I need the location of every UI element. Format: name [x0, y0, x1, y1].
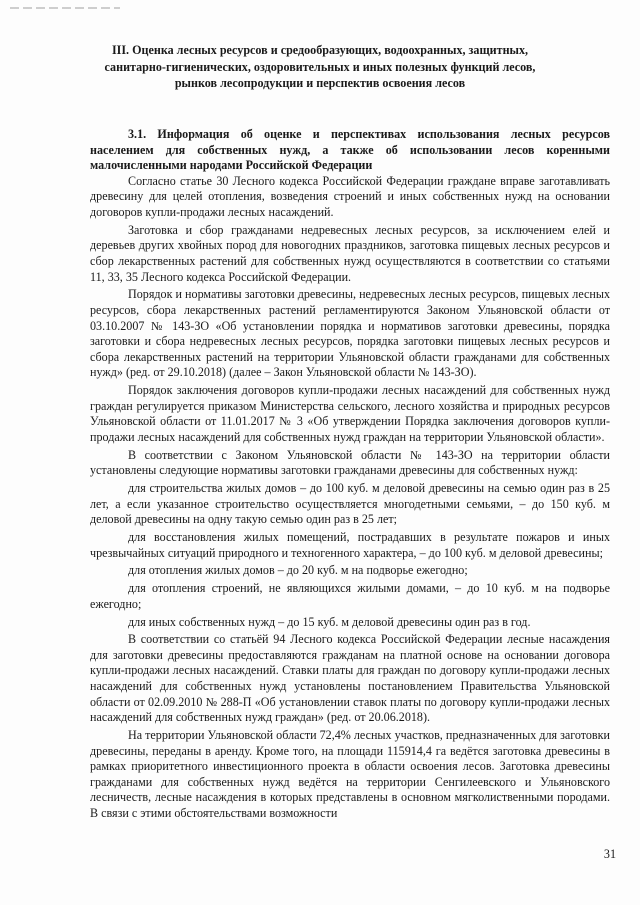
list-item: для отопления жилых домов – до 20 куб. м на подворье ежегодно;: [128, 563, 468, 578]
page-number: 31: [603, 847, 616, 861]
paragraph: На территории Ульяновской области 72,4% лесных участков, предназначенных для заготовки древесины, переданы в аренду. Кроме того, на площади 115914,4 га ведётся заготовка древесины в рамках приоритетного инвестиционного проекта в области освоения лесов. Заготовка древесины гражданами для собственных нужд ведётся на территории Сенгилеевского и Ульяновского лесничеств, лесные насаждения в которых представлены в основном мягколиственными породами. В связи с этими обстоятельствами возможности: [90, 728, 610, 820]
list-item: для строительства жилых домов – до 100 куб. м деловой древесины на семью один раз в 25 лет, а если указанное строительство осуществляется многодетными семьями, – до 150 куб. м деловой древесины на одну такую семью один раз в 25 лет;: [90, 481, 610, 527]
list-item: для иных собственных нужд – до 15 куб. м деловой древесины один раз в год.: [128, 614, 531, 629]
paragraph: Порядок заключения договоров купли-продажи лесных насаждений для собственных нужд граждан регулируется приказом Министерства сельского, лесного хозяйства и природных ресурсов Ульяновской области от 11.01.2017 № 3 «Об утверждении Порядка заключения договоров купли-продажи лесных насаждений для собственных нужд граждан на территории Ульяновской области».: [90, 383, 610, 444]
subsection-title: 3.1. Информация об оценке и перспективах использования лесных ресурсов населением для собственных нужд, а также об использовании лесов коренными малочисленными народами Российской Федерации: [90, 127, 610, 173]
scanner-strip: [10, 7, 120, 9]
paragraph: Согласно статье 30 Лесного кодекса Российской Федерации граждане вправе заготавливать древесину для целей отопления, возведения строений и иных собственных нужд на основании договоров купли-продажи лесных насаждений.: [90, 173, 610, 219]
list-item: для восстановления жилых помещений, пострадавших в результате пожаров и иных чрезвычайных ситуаций природного и техногенного характера, – до 100 куб. м деловой древесины;: [90, 529, 610, 560]
list-item: для отопления строений, не являющихся жилыми домами, – до 10 куб. м на подворье ежегодно;: [90, 581, 610, 611]
paragraph: Заготовка и сбор гражданами недревесных лесных ресурсов, за исключением елей и деревьев других хвойных пород для новогодних праздников, заготовка пищевых лесных ресурсов и сбор лекарственных растений для собственных нужд осуществляются в соответствии со статьями 11, 33, 35 Лесного кодекса Российской Федерации.: [90, 222, 610, 284]
paragraph: Порядок и нормативы заготовки древесины, недревесных лесных ресурсов, пищевых лесных ресурсов, сбора лекарственных растений регламентируются Законом Ульяновской области от 03.10.2007 № 143-ЗО «Об установлении порядка и нормативов заготовки древесины, порядка заготовки и сбора недревесных лесных ресурсов, порядка заготовки пищевых лесных ресурсов и сбора лекарственных растений на территории Ульяновской области гражданами для собственных нужд» (ред. от 29.10.2018) (далее – Закон Ульяновской области № 143-ЗО).: [90, 287, 610, 380]
paragraph: В соответствии с Законом Ульяновской области № 143-ЗО на территории области установлены следующие нормативы заготовки гражданами древесины для собственных нужд:: [90, 447, 610, 478]
document-body: [90, 127, 610, 824]
section-title: III. Оценка лесных ресурсов и средообразующих, водоохранных, защитных, санитарно-гигиенических, оздоровительных и иных полезных функций лесов, рынков лесопродукции и перспектив освоения лесов: [104, 43, 536, 90]
paragraph: В соответствии со статьёй 94 Лесного кодекса Российской Федерации лесные насаждения для заготовки древесины предоставляются гражданам на платной основе на основании договора купли-продажи лесных насаждений. Ставки платы для граждан по договору купли-продажи лесных насаждений для собственных нужд установлены постановлением Правительства Ульяновской области от 02.09.2010 № 288-П «Об установлении ставок платы по договору купли-продажи лесных насаждений для собственных нужд граждан» (ред. от 20.06.2018).: [90, 632, 610, 725]
